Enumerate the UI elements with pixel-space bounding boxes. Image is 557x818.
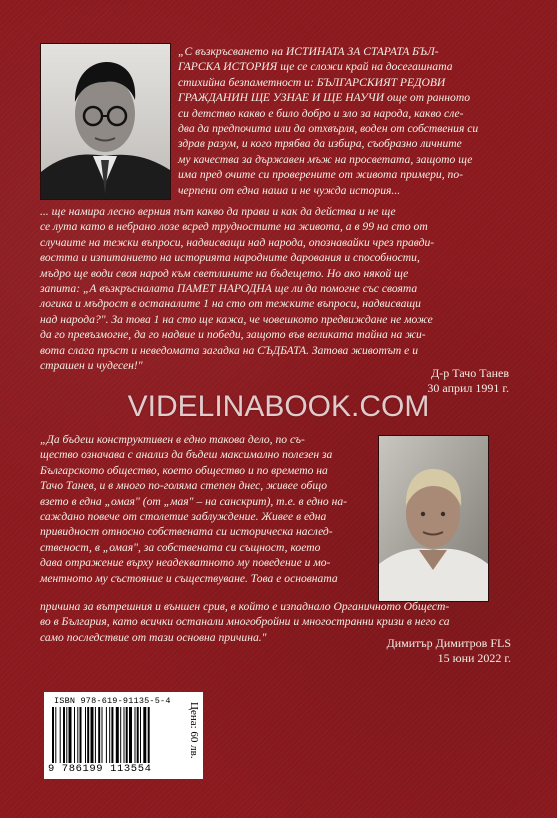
isbn-number: ISBN 978-619-91135-5-4 bbox=[54, 696, 171, 706]
barcode-bar bbox=[98, 707, 100, 763]
barcode-bar bbox=[87, 707, 89, 763]
barcode-bar bbox=[77, 707, 78, 763]
barcode-bar bbox=[135, 707, 136, 763]
signature-dimitrov bbox=[387, 636, 511, 666]
quote-dimitrov bbox=[40, 432, 372, 586]
barcode-bar bbox=[129, 707, 132, 763]
author-photo-dimitrov bbox=[378, 435, 489, 602]
quote-line: ... ще намира лесно верния път какво да прави и как да действа и не ще bbox=[40, 205, 396, 218]
quote-tanev-continuation bbox=[40, 204, 513, 373]
barcode-bar bbox=[111, 707, 113, 763]
barcode-bar bbox=[80, 707, 82, 763]
quote-line: само последствие от тази основна причина." bbox=[40, 630, 267, 644]
barcode-bar bbox=[120, 707, 121, 763]
watermark: VIDELINABOOK.COM bbox=[127, 390, 430, 423]
barcode-bar bbox=[95, 707, 96, 763]
barcode-bar bbox=[85, 707, 86, 763]
quote-line: взето в една „омая" (от „мая" – на санскрит), т.е. в едно на- bbox=[40, 494, 348, 508]
quote-date: 15 юни 2022 г. bbox=[437, 651, 511, 665]
barcode-graphic bbox=[52, 707, 176, 763]
quote-line: причина за вътрешния и външен срив, в който е изпаднало Органичното Общест- bbox=[40, 600, 450, 613]
quote-line: два да предпочита или да отхвърля, воден от собствения си bbox=[178, 122, 479, 136]
price-label: Цена: 60 лв. bbox=[188, 702, 200, 759]
barcode-bar bbox=[143, 707, 146, 763]
barcode-bar bbox=[102, 707, 103, 763]
barcode-bar bbox=[106, 707, 107, 763]
quote-line: „Да бъдеш конструктивен в едно такова дело, по съ- bbox=[40, 433, 305, 446]
quote-line: вота слага пръст и неведомата загадка на СЪДБАТА. Затова животът е и bbox=[40, 343, 418, 357]
quote-line: логика и мъдрост в останалите 1 на сто от тежките въпроси, надвисващи bbox=[40, 297, 421, 311]
author-name: Димитър Димитров FLS bbox=[386, 636, 511, 650]
quote-line: над народа?". За това 1 на сто ще кажа, че човешкото предвиждане не може bbox=[40, 312, 433, 326]
author-name: Д-р Тачо Танев bbox=[431, 366, 509, 380]
quote-line: во в България, като всички останали многобройни и многостранни кризи в него са bbox=[40, 615, 450, 629]
barcode-bar bbox=[52, 707, 54, 763]
quote-line: саждано повече от столетие заблуждение. Живее в една bbox=[40, 510, 327, 524]
quote-line: здрав разум, и кого трябва да избира, съобразно личните bbox=[178, 137, 462, 151]
quote-line: Българското общество, което общество и по времето на bbox=[40, 463, 328, 477]
author-photo-tacho-tanev bbox=[40, 43, 171, 200]
barcode-bar bbox=[124, 707, 125, 763]
barcode-bar bbox=[140, 707, 141, 763]
quote-line: мъдро ще води своя народ към светлините на бъдещето. Но ако някой ще bbox=[40, 266, 409, 280]
quote-line: да го превъзмогне, да го надвие и победи, защото във великата тайна на жи- bbox=[40, 328, 426, 342]
barcode-bar bbox=[69, 707, 72, 763]
quote-line: страшен и чудесен!" bbox=[40, 359, 143, 373]
quote-line: стихийна безпаметност и: БЪЛГАРСКИЯТ РЕДОВИ bbox=[178, 75, 446, 89]
quote-line: привидност относно собствената си историческа наслед- bbox=[40, 525, 333, 539]
quote-line: има пред очите си проверените от живота примери, по- bbox=[178, 168, 463, 182]
barcode-bar bbox=[74, 707, 75, 763]
barcode-digits: 9 786199 113554 bbox=[48, 763, 152, 775]
barcode-bar bbox=[66, 707, 67, 763]
barcode-bar bbox=[137, 707, 139, 763]
quote-line: ментното му състояние и съществуване. Това е основната bbox=[40, 571, 338, 585]
barcode-bar bbox=[116, 707, 119, 763]
isbn-barcode-label bbox=[44, 692, 203, 779]
quote-date: 30 април 1991 г. bbox=[427, 381, 509, 395]
quote-line: запита: „А възкръсналата ПАМЕТ НАРОДНА ще ли да помогне със своята bbox=[40, 282, 418, 296]
barcode-bar bbox=[91, 707, 94, 763]
barcode-bar bbox=[109, 707, 110, 763]
barcode-bar bbox=[126, 707, 128, 763]
quote-line: „С възкръсването на ИСТИНАТА ЗА СТАРАТА БЪЛ- bbox=[178, 45, 439, 58]
barcode-bar bbox=[148, 707, 150, 763]
barcode-bar bbox=[55, 707, 56, 763]
quote-line: си детство какво е било добро и зло за народа, какво сле- bbox=[178, 106, 464, 120]
quote-line: ГАРСКА ИСТОРИЯ ще се сложи край на досегашната bbox=[178, 60, 453, 74]
quote-line: ственост, в „омая", за собствената си същност, което bbox=[40, 540, 321, 554]
quote-line: Тачо Танев, и в много по-голяма степен днес, живее общо bbox=[40, 479, 328, 493]
quote-line: му качества за държавен мъж на просветата, защото ще bbox=[178, 152, 473, 166]
quote-line: черпени от една наша и не чужда история... bbox=[178, 183, 401, 197]
quote-line: щество означава с анализ да бъдеш максимално полезен за bbox=[40, 448, 333, 462]
barcode-bar bbox=[60, 707, 61, 763]
quote-tanev-intro bbox=[178, 44, 513, 198]
quote-line: ГРАЖДАНИН ЩЕ УЗНАЕ И ЩЕ НАУЧИ още от ранното bbox=[178, 91, 471, 105]
quote-line: дава отражение върху неадекватното му поведение и мо- bbox=[40, 556, 331, 570]
quote-line: случаите на тежки въпроси, надвисващи над народа, опознавайки чрез правди- bbox=[40, 235, 435, 249]
quote-line: се лута като в небрано лозе всред трудностите на живота, а в 99 на сто от bbox=[40, 220, 428, 234]
quote-line: востта и изпитанието на историята народните дарования и способности, bbox=[40, 251, 420, 265]
barcode-bar bbox=[63, 707, 65, 763]
